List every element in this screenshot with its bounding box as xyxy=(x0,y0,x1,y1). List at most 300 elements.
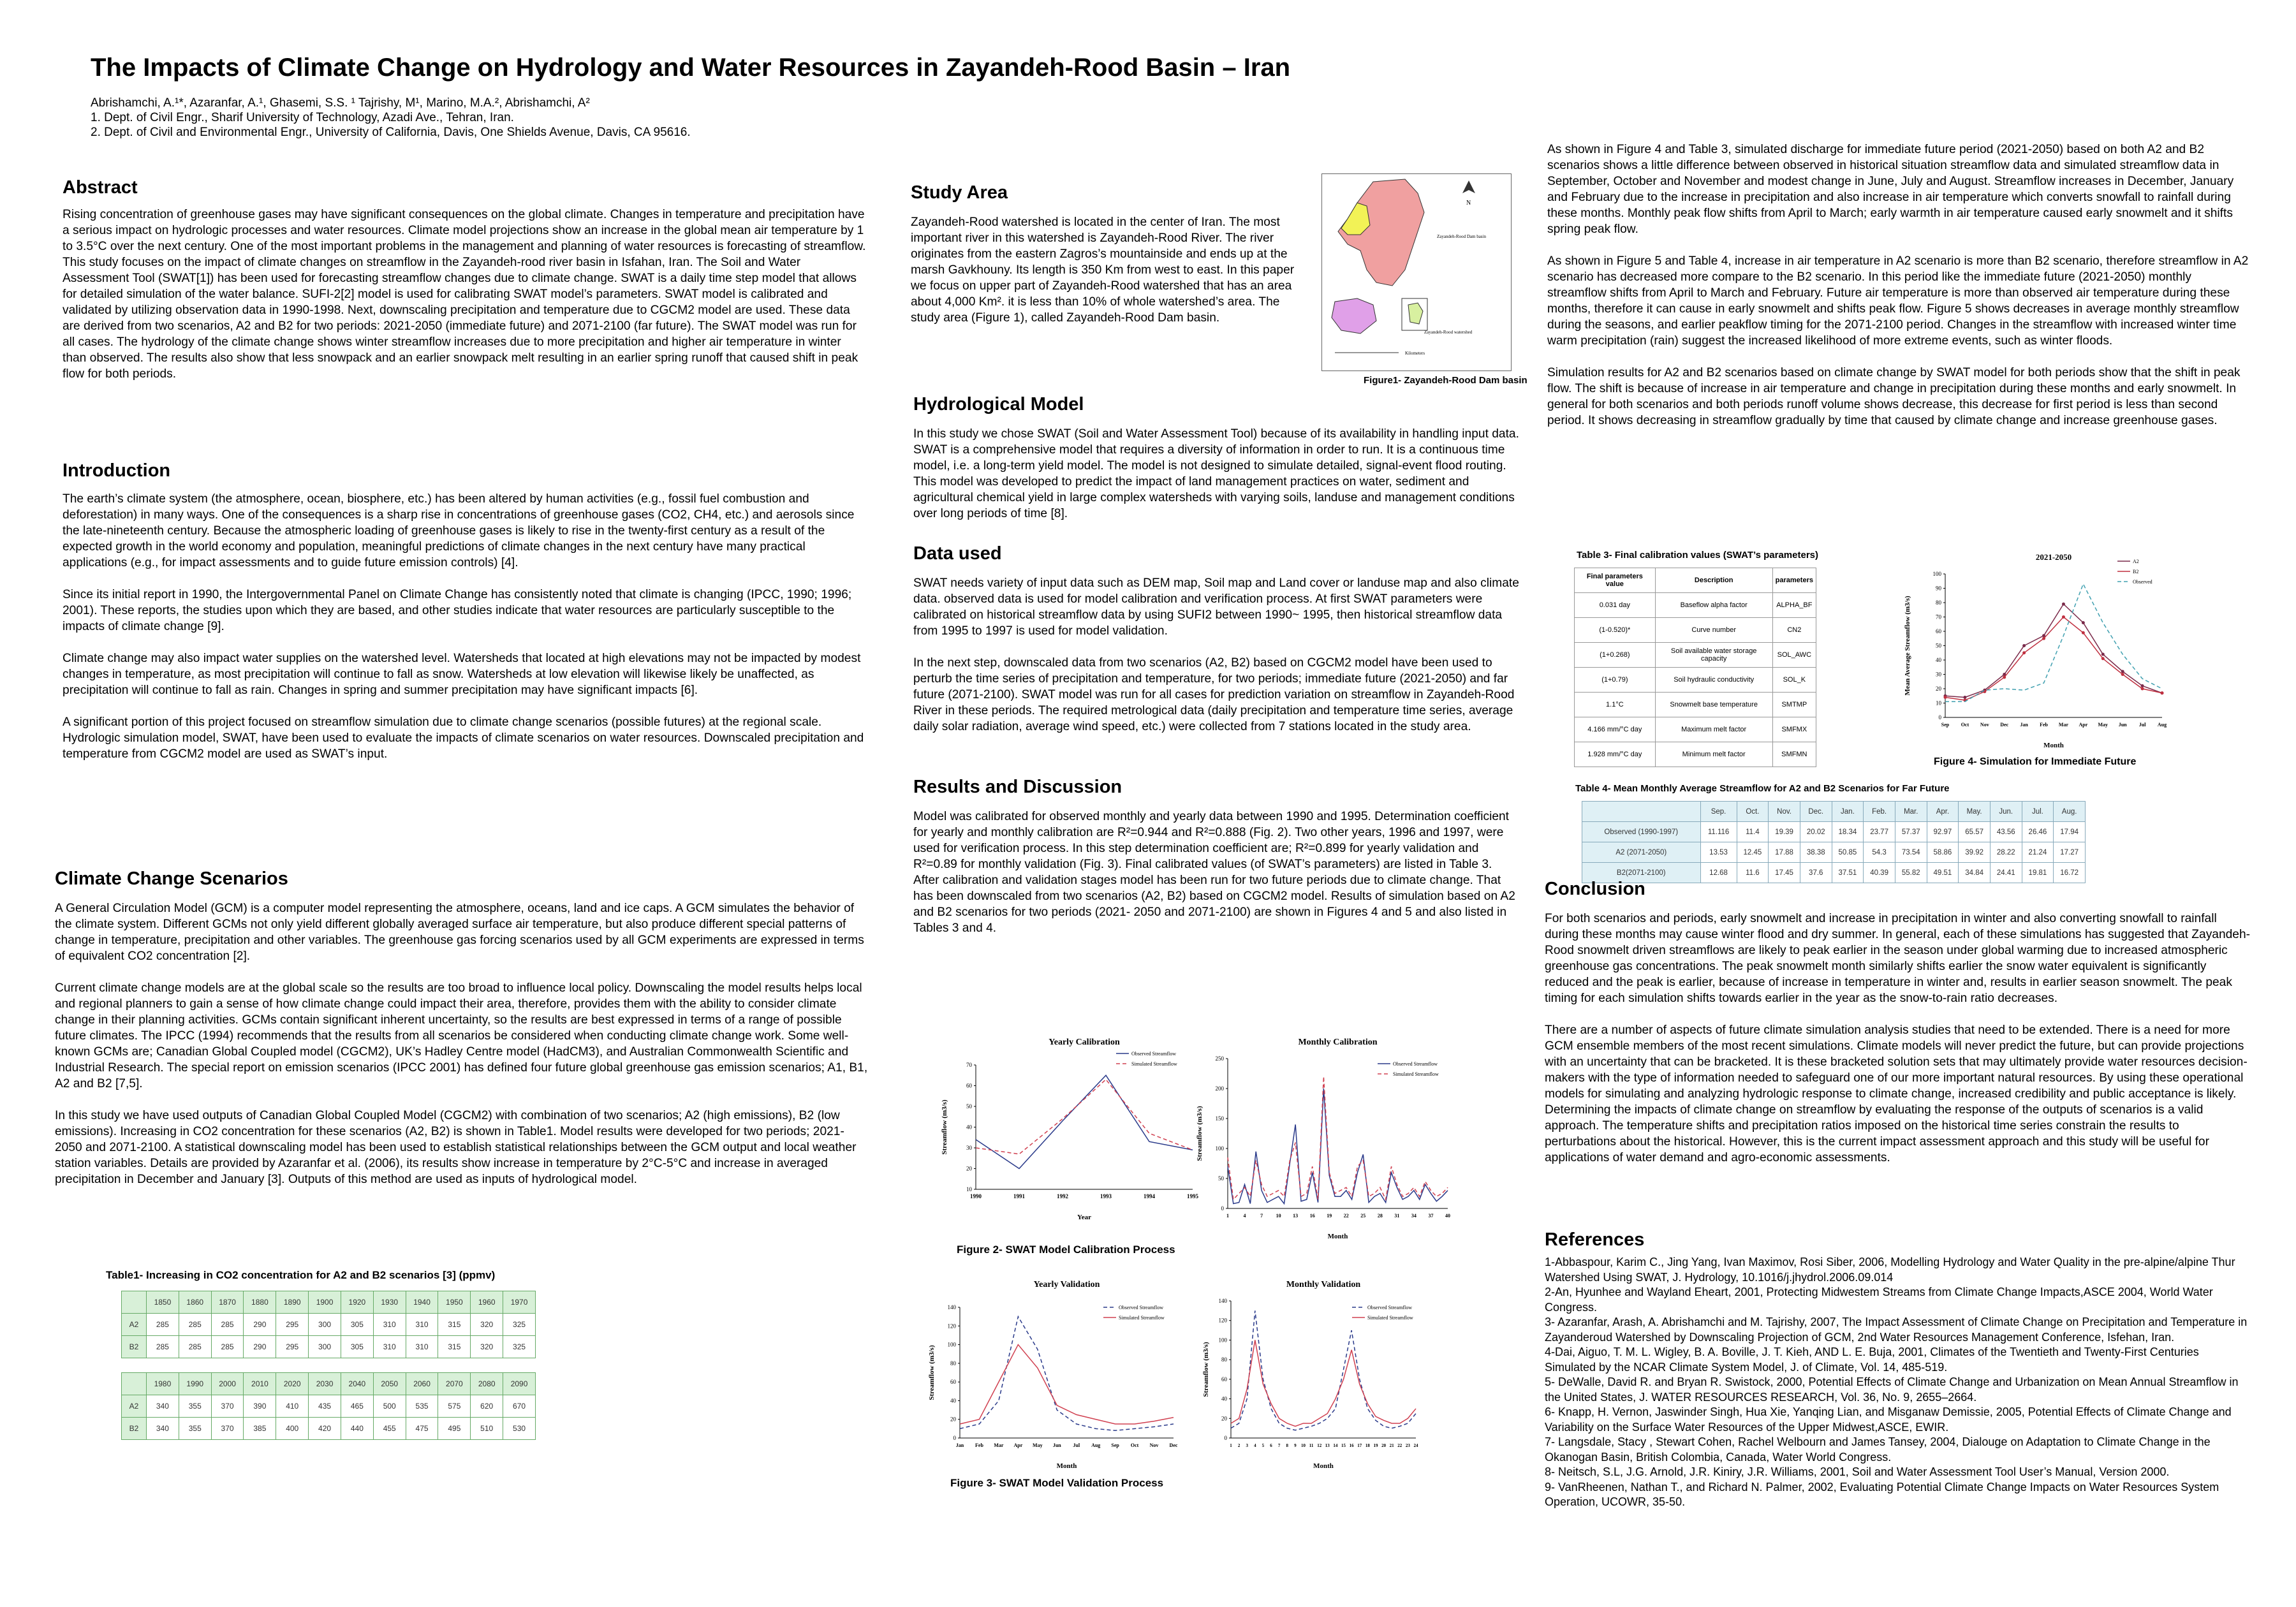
x-axis-label: Year xyxy=(1077,1214,1091,1221)
table-cell: 19.39 xyxy=(1769,822,1800,842)
north-arrow-icon xyxy=(1462,180,1475,193)
x-axis-label: Month xyxy=(1327,1233,1348,1240)
x-tick-label: 3 xyxy=(1246,1443,1248,1448)
table-cell: 400 xyxy=(276,1418,309,1440)
table-row xyxy=(1582,863,2086,883)
conclusion-text xyxy=(1545,911,2253,1182)
table-cell: Minimum melt factor xyxy=(1655,742,1772,767)
legend-label: Simulated Streamflow xyxy=(1131,1061,1177,1067)
table-cell: 295 xyxy=(276,1314,309,1336)
table-header-cell: 2070 xyxy=(438,1373,471,1395)
y-tick-label: 30 xyxy=(1936,671,1941,678)
x-tick-label: Jan xyxy=(955,1442,964,1448)
table-cell: 285 xyxy=(147,1336,179,1358)
table-row xyxy=(1575,643,1816,668)
table-header-cell: 2080 xyxy=(471,1373,503,1395)
legend-label: Observed Streamflow xyxy=(1367,1305,1412,1310)
affiliation-2: 2. Dept. of Civil and Environmental Engr., University of California, Davis, One Shields Avenue, Davis, CA 95616. xyxy=(91,126,691,139)
y-tick-label: 60 xyxy=(966,1082,972,1089)
table-cell: 28.22 xyxy=(1990,842,2022,863)
table-cell: 12.45 xyxy=(1737,842,1769,863)
y-tick-label: 40 xyxy=(966,1124,972,1131)
series-line-0 xyxy=(976,1075,1193,1168)
table-cell: Snowmelt base temperature xyxy=(1655,693,1772,717)
y-tick-label: 30 xyxy=(966,1145,972,1151)
table-header-cell: 1980 xyxy=(147,1373,179,1395)
row-label: B2 xyxy=(122,1418,147,1440)
study-area-text: Zayandeh-Rood watershed is located in the center of Iran. The most important river in this watershed is Zayandeh-Rood River. The river originates from the eastern Zagros’s mountainside and ends up at the marsh Gavkhouny. Its length is 350 Km from west to east. In this paper we focus on upper part of Zayandeh-Rood watershed that has an area about 4,000 Km². it is less than 10% of whole watershed’s area. The study area (Figure 1), called Zayandeh-Rood Dam basin. xyxy=(911,216,1295,325)
series-line-2 xyxy=(1945,584,2162,702)
table-cell: 370 xyxy=(211,1418,244,1440)
table-row xyxy=(1582,842,2086,863)
discussion-text xyxy=(1547,142,2249,444)
table-cell: 310 xyxy=(373,1314,406,1336)
x-tick-label: Feb xyxy=(2040,722,2048,728)
table-cell: 390 xyxy=(244,1395,276,1418)
table-header-cell: Aug. xyxy=(2054,802,2086,822)
table3-caption: Table 3- Final calibration values (SWAT’s parameters) xyxy=(1577,550,1818,561)
table-cell: 455 xyxy=(373,1418,406,1440)
data-paragraph: In the next step, downscaled data from two scenarios (A2, B2) based on CGCM2 model have been used to perturb the time series of precipitation and temperature, for two periods; immediate future (2021-2050) and far future (2071-2100). SWAT model was run for all cases for prediction variation on streamflow in Zayandeh-Rood River in these periods. The required metrological data (daily precipitation and temperature time series, average daily solar radiation, average wind speed, etc.) were collected from 7 stations located in the study area. xyxy=(913,656,1515,733)
x-tick-label: 10 xyxy=(1300,1443,1306,1448)
table-cell: 20.02 xyxy=(1800,822,1832,842)
x-tick-label: May xyxy=(2098,722,2108,728)
reference-item: 1-Abbaspour, Karim C., Jing Yang, Ivan Maximov, Rosi Siber, 2006, Modelling Hydrology and Water Quality in the pre-alpine/alpine Thur Watershed Using SWAT, J. Hydrology, 10.1016/j.jhydrol.2006.09.014 xyxy=(1545,1256,2235,1284)
table-row xyxy=(122,1336,536,1358)
y-axis-label: Streamflow (m3/s) xyxy=(1196,1106,1203,1161)
x-tick-label: Nov xyxy=(1149,1442,1159,1448)
series-line-1 xyxy=(1231,1340,1416,1426)
table4-caption: Table 4- Mean Monthly Average Streamflow for A2 and B2 Scenarios for Far Future xyxy=(1575,783,1950,794)
table-cell: 530 xyxy=(503,1418,536,1440)
table-cell: 325 xyxy=(503,1336,536,1358)
author-names: Abrishamchi, A.¹*, Azaranfar, A.¹, Ghasemi, S.S. ¹ Tajrishy, M¹, Marino, M.A.², Abrishamchi, A² xyxy=(91,96,590,110)
table-cell: 37.51 xyxy=(1832,863,1864,883)
y-tick-label: 60 xyxy=(1936,628,1941,635)
legend-label: Simulated Streamflow xyxy=(1119,1315,1165,1321)
y-tick-label: 50 xyxy=(1936,642,1941,649)
chart-yearly-validation xyxy=(925,1275,1186,1476)
table-cell: 315 xyxy=(438,1314,471,1336)
x-tick-label: 34 xyxy=(1411,1213,1417,1219)
table-cell: 58.86 xyxy=(1927,842,1959,863)
x-tick-label: 37 xyxy=(1428,1213,1434,1219)
map-scale-label: Kilometers xyxy=(1405,351,1425,356)
intro-paragraph: A significant portion of this project focused on streamflow simulation due to climate change scenarios (possible futures) at the regional scale. Hydrologic simulation model, SWAT, have been used to evaluate the impacts of climate scenarios on water resources. Downscaled precipitation and temperature from CGCM2 model are used as SWAT’s input. xyxy=(63,715,864,761)
x-tick-label: 1991 xyxy=(1013,1193,1025,1200)
table-cell: 1.928 mm/°C day xyxy=(1575,742,1656,767)
table-header-cell: 1930 xyxy=(373,1291,406,1314)
table-cell: 510 xyxy=(471,1418,503,1440)
chart-monthly-validation xyxy=(1199,1275,1429,1476)
yearly-validation-svg xyxy=(925,1275,1186,1473)
table-header-cell: 1880 xyxy=(244,1291,276,1314)
table-cell: 285 xyxy=(179,1314,211,1336)
x-tick-label: Jun xyxy=(1052,1442,1061,1448)
table-cell: 13.53 xyxy=(1700,842,1737,863)
table-row xyxy=(1575,618,1816,643)
y-tick-label: 0 xyxy=(1221,1205,1224,1212)
table4 xyxy=(1582,801,2086,883)
table-header-cell: Final parameters value xyxy=(1575,568,1656,593)
legend-label: Observed Streamflow xyxy=(1131,1051,1176,1057)
table-cell: 325 xyxy=(503,1314,536,1336)
x-tick-label: 7 xyxy=(1260,1213,1263,1219)
row-label: Observed (1990-1997) xyxy=(1582,822,1701,842)
y-tick-label: 70 xyxy=(1936,613,1941,620)
x-tick-label: 13 xyxy=(1325,1443,1330,1448)
x-tick-label: Sep xyxy=(1111,1442,1119,1448)
table-header-cell: 1850 xyxy=(147,1291,179,1314)
table-header-cell: 2020 xyxy=(276,1373,309,1395)
abstract-text: Rising concentration of greenhouse gases may have significant consequences on the global climate. Changes in temperature and precipitation have a serious impact on hydrologic processes and water resources. Climate model projections show an increase in the global mean air temperature by 1 to 3.5°C over the next century. One of the most important problems in the management and planning of water resources is forecasting of streamflow. This study focuses on the impact of climate changes on streamflow in the Zayandeh-rood river basin in Isfahan, Iran. The Soil and Water Assessment Tool (SWAT[1]) has been used for forecasting streamflow changes due to climate change. SWAT is a daily time step model that allows for detailed simulation of the water balance. SUFI-2[2] model is used for calibrating SWAT model’s parameters. SWAT model is calibrated and validated by utilizing observation data in 1990-1998. Next, downscaling precipitation and temperature due to CGCM2 model are used. These data are derived from two scenarios, A2 and B2 for two periods: 2021-2050 (immediate future) and 2071-2100 (far future). The SWAT model was run for all cases. The hydrology of the climate change shows winter streamflow increases due to more precipitation and higher air temperature in winter than observed. The results also show that less snowpack and an earlier snowpack melt resulting in an earlier spring runoff that caused shift in peak flow for both periods. xyxy=(63,208,866,381)
table-cell: 410 xyxy=(276,1395,309,1418)
table-cell: 370 xyxy=(211,1395,244,1418)
figure3-caption: Figure 3- SWAT Model Validation Process xyxy=(950,1477,1164,1489)
chart-title: Yearly Calibration xyxy=(1049,1038,1120,1047)
table-cell: 285 xyxy=(179,1336,211,1358)
y-tick-label: 100 xyxy=(1218,1337,1227,1344)
table-row xyxy=(1575,668,1816,693)
x-tick-label: Oct xyxy=(1130,1442,1139,1448)
table-header-cell: parameters xyxy=(1772,568,1816,593)
poster-title: The Impacts of Climate Change on Hydrology and Water Resources in Zayandeh-Rood Basin – Iran xyxy=(91,54,1291,82)
intro-paragraph: Climate change may also impact water supplies on the watershed level. Watersheds that located at high elevations may not be impacted by modest changes in temperature, as most precipitation will continue to fall as snow. Watersheds at low elevation will likewise likely be unaffected, as precipitation will continue to fall as rain. Changes in spring and summer precipitation may have significant impacts [6]. xyxy=(63,652,861,697)
study-area-heading: Study Area xyxy=(911,182,1008,203)
y-tick-label: 80 xyxy=(1936,599,1941,606)
x-tick-label: 4 xyxy=(1243,1213,1246,1219)
x-tick-label: 1993 xyxy=(1100,1193,1112,1200)
x-tick-label: 18 xyxy=(1365,1443,1370,1448)
row-label: B2 xyxy=(122,1336,147,1358)
y-tick-label: 100 xyxy=(1932,571,1941,577)
affiliation-1: 1. Dept. of Civil Engr., Sharif University of Technology, Azadi Ave., Tehran, Iran. xyxy=(91,111,514,124)
table1 xyxy=(121,1291,536,1440)
table-header-cell: Jul. xyxy=(2022,802,2054,822)
table-cell: 310 xyxy=(373,1336,406,1358)
x-axis-label: Month xyxy=(2043,742,2064,749)
table-header-cell: Apr. xyxy=(1927,802,1959,822)
y-tick-label: 140 xyxy=(947,1304,956,1310)
table1-caption: Table1- Increasing in CO2 concentration for A2 and B2 scenarios [3] (ppmv) xyxy=(106,1269,496,1281)
table-cell: SMFMN xyxy=(1772,742,1816,767)
table-cell: 310 xyxy=(406,1336,438,1358)
table-header-cell: 1920 xyxy=(341,1291,373,1314)
x-tick-label: 23 xyxy=(1405,1443,1410,1448)
table-header-cell: 1960 xyxy=(471,1291,503,1314)
x-tick-label: Apr xyxy=(2079,722,2088,728)
series-line-0 xyxy=(1228,1089,1448,1203)
table-cell: 23.77 xyxy=(1864,822,1895,842)
x-tick-label: 11 xyxy=(1309,1443,1314,1448)
y-tick-label: 40 xyxy=(1936,657,1941,663)
legend-label: Observed Streamflow xyxy=(1393,1061,1438,1067)
y-tick-label: 50 xyxy=(1218,1175,1224,1182)
table-cell: 17.27 xyxy=(2054,842,2086,863)
table-cell: 21.24 xyxy=(2022,842,2054,863)
x-tick-label: Mar xyxy=(994,1442,1004,1448)
table-row xyxy=(1582,822,2086,842)
ccs-text xyxy=(55,900,871,1203)
table3-grid xyxy=(1574,568,1816,767)
table-row xyxy=(1582,802,2086,822)
table-cell: Curve number xyxy=(1655,618,1772,643)
legend-label: Simulated Streamflow xyxy=(1367,1315,1413,1321)
table-cell: 50.85 xyxy=(1832,842,1864,863)
introduction-heading: Introduction xyxy=(63,460,171,481)
table-header-cell: Nov. xyxy=(1769,802,1800,822)
ccs-paragraph: A General Circulation Model (GCM) is a computer model representing the atmosphere, oceans, land and ice caps. A GCM simulates the behavior of the climate system. Different GCMs not only yield different globally averaged surface air temperature, but also produce different special patterns of change in temperature, precipitation and other variables. The greenhouse gas forcing scenarios used by all GCM experiments are expressed in terms of equivalent CO2 concentration [2]. xyxy=(55,902,864,963)
table-header-cell: 1860 xyxy=(179,1291,211,1314)
table-cell: (1+0.268) xyxy=(1575,643,1656,668)
table-row xyxy=(1575,568,1816,593)
table-cell: 575 xyxy=(438,1395,471,1418)
table-cell: CN2 xyxy=(1772,618,1816,643)
ccs-heading: Climate Change Scenarios xyxy=(55,869,288,889)
table-cell: 92.97 xyxy=(1927,822,1959,842)
data-point xyxy=(1944,696,1947,699)
table-cell: 320 xyxy=(471,1314,503,1336)
table-cell: 55.82 xyxy=(1895,863,1927,883)
y-tick-label: 80 xyxy=(1221,1356,1227,1363)
table-header-cell: Description xyxy=(1655,568,1772,593)
x-tick-label: Jun xyxy=(2118,722,2127,728)
y-tick-label: 20 xyxy=(1221,1415,1227,1422)
y-tick-label: 50 xyxy=(966,1103,972,1110)
y-tick-label: 250 xyxy=(1215,1055,1224,1062)
x-tick-label: 16 xyxy=(1349,1443,1354,1448)
immediate-future-svg xyxy=(1901,548,2181,752)
data-point xyxy=(2082,631,2085,635)
table-cell: 65.57 xyxy=(1959,822,1991,842)
x-axis-label: Month xyxy=(1313,1462,1334,1470)
y-tick-label: 150 xyxy=(1215,1115,1224,1122)
x-tick-label: Dec xyxy=(1169,1442,1178,1448)
ccs-paragraph: Current climate change models are at the global scale so the results are too broad to influence local policy. Downscaling the model results helps local and regional planners to gain a sense of how climate change could impact their area, therefore, provides them with the ability to consider climate change in their planning activities. GCMs contain significant inherent uncertainty, so the results are best expressed in terms of a range of possible future climates. The IPCC (1994) recommends that the results from all scenarios be considered when conducting climate change work. Some well-known GCMs are; Canadian Global Coupled model (CGCM2), UK’s Hadley Centre model (HadCM3), and Australian Commonwealth Scientific and Industrial Research. The special report on emission scenarios (IPCC 2001) has defined four future global greenhouse gas emission scenarios; A1, B1, A2 and B2 [7,5]. xyxy=(55,981,868,1090)
data-point xyxy=(2042,637,2045,640)
study-area-map xyxy=(1321,173,1512,371)
data-point xyxy=(2141,684,2144,687)
x-tick-label: 4 xyxy=(1254,1443,1256,1448)
figure1-caption: Figure1- Zayandeh-Rood Dam basin xyxy=(1364,375,1527,386)
map-legend-watershed: Zayandeh-Rood watershed xyxy=(1424,330,1473,335)
y-tick-label: 100 xyxy=(947,1341,956,1348)
table-cell: Maximum melt factor xyxy=(1655,717,1772,742)
table-cell: 285 xyxy=(211,1336,244,1358)
discussion-paragraph: As shown in Figure 4 and Table 3, simulated discharge for immediate future period (2021-2050) based on both A2 and B2 scenarios shows a little difference between observed in historical situation streamflow data and simulated streamflow data in September, October and November and modest change in June, July and August. Streamflow increases in December, January and February due to the increase in precipitation and also increase in air temperature which converts snowfall to rainfall during these months. Monthly peak flow shifts from April to March; early warmth in air temperature caused early snowmelt and it shifts spring peak flow. xyxy=(1547,143,2234,236)
x-tick-label: Feb xyxy=(975,1442,983,1448)
data-used-heading: Data used xyxy=(913,543,1002,564)
x-tick-label: 22 xyxy=(1343,1213,1349,1219)
table-cell: 305 xyxy=(341,1314,373,1336)
table-cell: 38.38 xyxy=(1800,842,1832,863)
y-axis-label: Streamflow (m3/s) xyxy=(1202,1342,1210,1397)
table-cell: 300 xyxy=(309,1336,341,1358)
discussion-paragraph: As shown in Figure 5 and Table 4, increase in air temperature in A2 scenario is more than B2 scenario, therefore streamflow in A2 scenario has decreased more compare to the B2 scenario. In this period like the immediate future (2021-2050) monthly streamflow shifts from April to March and February. Future air temperature is more than observed air temperature during these months, therefore it can cause in early snowmelt and shifts peak flow. Figure 5 shows decreases in average monthly streamflow during the seasons, and earlier peakflow timing for the 2071-2100 period. Changes in the streamflow with increased winter time warm precipitation (rain) suggest the increased likelihood of more extreme events, such as winter floods. xyxy=(1547,254,2249,348)
chart-immediate-future xyxy=(1901,548,2181,756)
y-tick-label: 70 xyxy=(966,1062,972,1068)
results-text: Model was calibrated for observed monthly and yearly data between 1990 and 1995. Determination coefficient for yearly and monthly calibration are R²=0.944 and R²=0.888 (Fig. 2). Two other years, 1996 and 1997, were used for verification process. In this step determination coefficient are; R²=0.899 for yearly validation and R²=0.89 for monthly validation (Fig. 3). Final calibrated values (of SWAT’s parameters) are listed in Table 3. After calibration and validation stages model has been run for two future periods due to climate change. That has been downscaled from two scenarios (A2, B2) based on CGCM2 model. Results of simulation based on A2 and B2 scenarios for two periods (2021- 2050 and 2071-2100) are shown in Figures 4 and 5 and also listed in Tables 3 and 4. xyxy=(913,810,1515,935)
table-header-cell: 2050 xyxy=(373,1373,406,1395)
series-line-1 xyxy=(960,1345,1174,1424)
table-cell: 4.166 mm/°C day xyxy=(1575,717,1656,742)
x-tick-label: 40 xyxy=(1445,1213,1450,1219)
x-tick-label: Jul xyxy=(1073,1442,1080,1448)
row-label: A2 xyxy=(122,1314,147,1336)
legend-label: Observed xyxy=(2133,579,2152,585)
yearly-calibration-svg xyxy=(938,1033,1205,1224)
row-label: A2 (2071-2050) xyxy=(1582,842,1701,863)
table-header-cell: Jan. xyxy=(1832,802,1864,822)
table-cell: 300 xyxy=(309,1314,341,1336)
y-tick-label: 90 xyxy=(1936,585,1941,592)
discussion-paragraph: Simulation results for A2 and B2 scenarios based on climate change by SWAT model for both periods show that the shift in peak flow. The shift is because of increase in air temperature and change in precipitation during these months and early snowmelt. In general for both scenarios and both periods runoff volume shows decrease, this decrease for first period is less than second period. It shows decreasing in streamflow gradually by time that caused by climate change and increase greenhouse gases. xyxy=(1547,366,2241,427)
table-cell: 11.4 xyxy=(1737,822,1769,842)
table-cell: 39.92 xyxy=(1959,842,1991,863)
references-list xyxy=(1545,1255,2253,1510)
intro-paragraph: Since its initial report in 1990, the Intergovernmental Panel on Climate Change has consistently noted that climate is changing (IPCC, 1990; 1996; 2001). These reports, the studies upon which they are based, and other studies indicate that water resources are particularly susceptible to the impacts of climate change [9]. xyxy=(63,588,852,633)
table-row xyxy=(1575,717,1816,742)
x-tick-label: 12 xyxy=(1317,1443,1322,1448)
reference-item: 8- Neitsch, S.L, J.G. Arnold, J.R. Kiniry, J.R. Williams, 2001, Soil and Water Assessment Tool User’s Manual, Version 2000. xyxy=(1545,1465,2170,1478)
reference-item: 9- VanRheenen, Nathan T., and Richard N. Palmer, 2002, Evaluating Potential Climate Change Impacts on Water Resources System Operation, UCOWR, 35-50. xyxy=(1545,1480,2219,1508)
x-tick-label: 1995 xyxy=(1187,1193,1198,1200)
table-cell: 54.3 xyxy=(1864,842,1895,863)
x-tick-label: 1 xyxy=(1226,1213,1229,1219)
x-tick-label: 21 xyxy=(1389,1443,1394,1448)
series-line-1 xyxy=(976,1080,1193,1154)
table-cell: 295 xyxy=(276,1336,309,1358)
table-cell: 440 xyxy=(341,1418,373,1440)
table-cell: 340 xyxy=(147,1418,179,1440)
data-point xyxy=(2022,651,2026,654)
table-row xyxy=(1575,742,1816,767)
x-tick-label: 14 xyxy=(1333,1443,1338,1448)
x-tick-label: 2 xyxy=(1237,1443,1240,1448)
author-block xyxy=(91,96,691,140)
table-cell: 465 xyxy=(341,1395,373,1418)
x-tick-label: Dec xyxy=(2000,722,2009,728)
data-point xyxy=(2161,691,2164,694)
x-tick-label: 20 xyxy=(1381,1443,1387,1448)
table-cell: 535 xyxy=(406,1395,438,1418)
x-tick-label: 31 xyxy=(1394,1213,1400,1219)
table-cell: 340 xyxy=(147,1395,179,1418)
table-cell: 24.41 xyxy=(1990,863,2022,883)
data-point xyxy=(2062,603,2065,606)
data-paragraph: SWAT needs variety of input data such as DEM map, Soil map and Land cover or landuse map and also climate data. observed data is used for model calibration and verification process. At first SWAT parameters were calibrated on historical streamflow data by using SUFI2 between 1990~ 1995, then historical streamflow data from 1995 to 1997 is used for model validation. xyxy=(913,576,1519,638)
x-tick-label: 10 xyxy=(1276,1213,1281,1219)
legend-label: Observed Streamflow xyxy=(1119,1305,1163,1310)
chart-title: Yearly Validation xyxy=(1033,1280,1100,1289)
x-tick-label: 16 xyxy=(1309,1213,1315,1219)
data-point xyxy=(2121,670,2124,673)
x-tick-label: Aug xyxy=(2157,722,2167,728)
y-axis-label: Mean Average Streamflow (m3/s) xyxy=(1904,596,1911,696)
table-header-cell: Jun. xyxy=(1990,802,2022,822)
table-row xyxy=(122,1373,536,1395)
table-cell: 500 xyxy=(373,1395,406,1418)
table-cell: 385 xyxy=(244,1418,276,1440)
intro-paragraph: The earth’s climate system (the atmosphere, ocean, biosphere, etc.) has been altered by human activities (e.g., fossil fuel combustion and deforestation) in many ways. One of the consequences is a sharp rise in concentrations of greenhouse gases (CO2, CH4, etc.) and aerosols since the late-nineteenth century. Because the atmospheric loading of greenhouse gases is likely to rise in the twenty-first century as a result of the expected growth in the world economy and population, meaningful predictions of climate changes in the next century have many practical applications (e.g., for impact assessments and to guide future emission controls) [4]. xyxy=(63,492,855,569)
table-cell: 620 xyxy=(471,1395,503,1418)
x-tick-label: 15 xyxy=(1341,1443,1346,1448)
figure4-caption: Figure 4- Simulation for Immediate Future xyxy=(1934,756,2137,767)
table-header-cell: Oct. xyxy=(1737,802,1769,822)
y-axis-label: Streamflow (m3/s) xyxy=(928,1345,936,1400)
table-cell: 40.39 xyxy=(1864,863,1895,883)
y-tick-label: 0 xyxy=(1938,714,1941,721)
data-point xyxy=(2121,673,2124,676)
table-header-cell: 1870 xyxy=(211,1291,244,1314)
table-header-cell: 2010 xyxy=(244,1373,276,1395)
table-header-cell: 1900 xyxy=(309,1291,341,1314)
table-cell: 1.1°C xyxy=(1575,693,1656,717)
reference-item: 3- Azaranfar, Arash, A. Abrishamchi and M. Tajrishy, 2007, The Impact Assessment of Climate Change on Precipitation and Temperature in Zayanderoud Watershed by Downscaling Projection of GCM, 2nd Water Resources Management Conference, Isfehan, Iran. xyxy=(1545,1316,2248,1344)
conclusion-paragraph: There are a number of aspects of future climate simulation analysis studies that need to be extended. There is a need for more GCM ensemble members of the most recent simulations. Climate models will never predict the future, but can provide projections with an uncertainty that can be bracketed. It is these bracketed solution sets that may ultimately provide water resources decision-makers with the type of information needed to safeguard one of our more important natural resources. By using these operational models for simulating and analyzing hydrologic response to climate change, increased credibility and public acceptance is likely. Determining the impacts of climate change on streamflow by evaluating the response of the outputs of scenarios is a valid approach. The temperature shifts and precipitation ratios imposed on the historical time series constrain the results to perturbations about the historical. However, this is the current impact assessment approach and this study will be useful for applications of water demand and agro-economic assessments. xyxy=(1545,1024,2248,1164)
data-point xyxy=(2022,644,2026,647)
map-legend-dam-basin: Zayandeh-Rood Dam basin xyxy=(1437,234,1486,239)
map-graphic xyxy=(1322,174,1511,371)
table-cell: 290 xyxy=(244,1314,276,1336)
table-header-cell: Mar. xyxy=(1895,802,1927,822)
chart-title: 2021-2050 xyxy=(2035,552,2072,562)
table-cell: 310 xyxy=(406,1314,438,1336)
table-cell: 355 xyxy=(179,1395,211,1418)
table-cell: 495 xyxy=(438,1418,471,1440)
x-tick-label: 19 xyxy=(1373,1443,1378,1448)
y-tick-label: 60 xyxy=(1221,1376,1227,1383)
y-tick-label: 0 xyxy=(1224,1435,1227,1441)
y-tick-label: 100 xyxy=(1215,1145,1224,1152)
series-line-0 xyxy=(1945,604,2162,697)
table-cell: 320 xyxy=(471,1336,503,1358)
x-tick-label: 5 xyxy=(1262,1443,1265,1448)
hydrological-model-heading: Hydrological Model xyxy=(913,394,1084,415)
x-tick-label: 24 xyxy=(1413,1443,1418,1448)
table-cell: 17.94 xyxy=(2054,822,2086,842)
chart-yearly-calibration xyxy=(938,1033,1205,1228)
table-cell: SMFMX xyxy=(1772,717,1816,742)
x-tick-label: 19 xyxy=(1327,1213,1332,1219)
series-line-1 xyxy=(1228,1076,1448,1200)
table-cell: 0.031 day xyxy=(1575,593,1656,618)
table-cell: 475 xyxy=(406,1418,438,1440)
x-tick-label: Aug xyxy=(1091,1442,1101,1448)
table-cell: 43.56 xyxy=(1990,822,2022,842)
data-used-text xyxy=(913,575,1519,751)
x-tick-label: 17 xyxy=(1357,1443,1362,1448)
data-point xyxy=(2062,615,2065,619)
introduction-text xyxy=(63,491,866,778)
x-tick-label: 1990 xyxy=(970,1193,982,1200)
y-tick-label: 140 xyxy=(1218,1298,1227,1304)
x-tick-label: 25 xyxy=(1360,1213,1366,1219)
reference-item: 2-An, Hyunhee and Wayland Eheart, 2001, Protecting Midwestem Streams from Climate Change Impacts,ASCE 2004, World Water Congress. xyxy=(1545,1286,2213,1314)
table-cell: Soil available water storage capacity xyxy=(1655,643,1772,668)
y-tick-label: 10 xyxy=(1936,700,1941,707)
table-header-cell: 2060 xyxy=(406,1373,438,1395)
table-cell: 315 xyxy=(438,1336,471,1358)
x-tick-label: Apr xyxy=(1013,1442,1023,1448)
table-cell: 11.6 xyxy=(1737,863,1769,883)
y-tick-label: 80 xyxy=(950,1360,956,1367)
chart-title: Monthly Calibration xyxy=(1298,1038,1378,1047)
table-header-cell: 2030 xyxy=(309,1373,341,1395)
y-tick-label: 10 xyxy=(966,1186,972,1192)
legend-label: A2 xyxy=(2133,559,2139,564)
chart-monthly-calibration xyxy=(1193,1033,1461,1247)
